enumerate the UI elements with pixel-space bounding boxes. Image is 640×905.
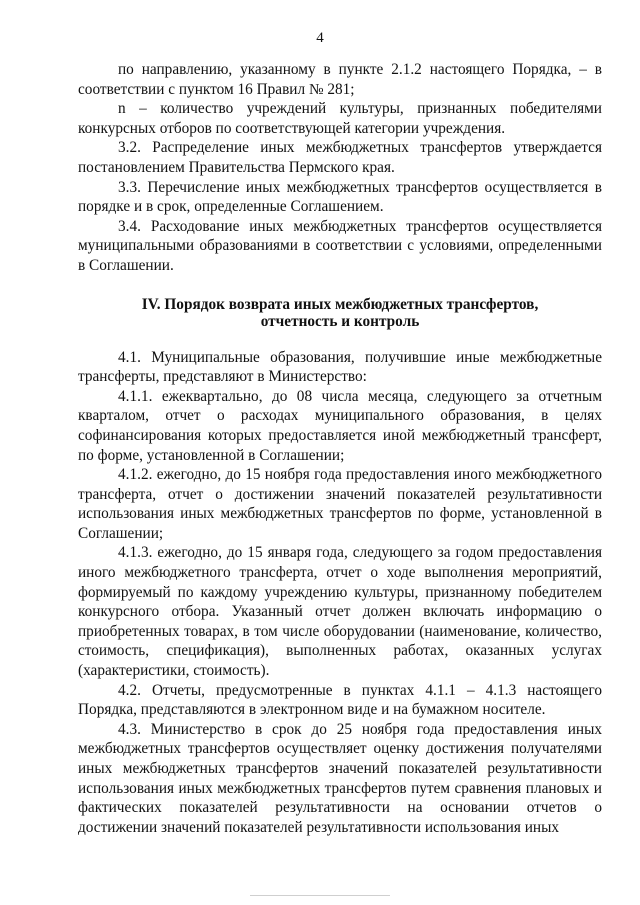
paragraph-4-1: 4.1. Муниципальные образования, получившие иные межбюджетные трансферты, представляют в Министерство: [78,348,602,386]
paragraph-4-1-1: 4.1.1. ежеквартально, до 08 числа месяца, следующего за отчетным кварталом, отчет о расходах муниципального образования, в целях софинансирования которых предоставляется иной межбюджетный трансферт, по форме, установленной в Соглашении; [78,387,602,464]
page-number: 4 [316,30,324,46]
section-heading-line-1: IV. Порядок возврата иных межбюджетных трансфертов, [141,295,539,313]
paragraph-4-2: 4.2. Отчеты, предусмотренные в пунктах 4.1.1 – 4.1.3 настоящего Порядка, представляются в электронном виде и на бумажном носителе. [78,681,602,719]
paragraph-4-1-2: 4.1.2. ежегодно, до 15 ноября года предоставления иного межбюджетного трансферта, отчет о достижении значений показателей результативности использования иных межбюджетных трансфертов по форме, установленной в Соглашении; [78,466,602,542]
paragraph-3-3: 3.3. Перечисление иных межбюджетных трансфертов осуществляется в порядке и в срок, определенные Соглашением. [78,178,602,216]
paragraph-3-4: 3.4. Расходование иных межбюджетных трансфертов осуществляется муниципальными образованиями в соответствии с условиями, определенными в Соглашении. [78,217,602,274]
paragraph-n-definition: n – количество учреждений культуры, признанных победителями конкурсных отборов по соответствующей категории учреждения. [78,100,602,137]
paragraph-4-1-3: 4.1.3. ежегодно, до 15 января года, следующего за годом предоставления иного межбюджетного трансферта, отчет о ходе выполнения мероприятий, формируемый по каждому учреждению культуры, признанному победителем конкурсного отбора. Указанный отчет должен включать информацию о приобретенных товарах, в том числе оборудовании (наименование, количество, стоимость, спецификация), выполненных работах, оказанных услугах (характеристики, стоимость). [78,544,602,680]
section-heading-line-2: отчетность и контроль [260,312,420,330]
document-body [78,60,602,837]
section-heading [78,296,602,330]
paragraph-4-3: 4.3. Министерство в срок до 25 ноября года предоставления иных межбюджетных трансфертов осуществляет оценку достижения получателями иных межбюджетных трансфертов значений показателей результативности использования иных межбюджетных трансфертов путем сравнения плановых и фактических показателей результативности на основании отчетов о достижении значений показателей результативности использования иных [78,720,602,836]
paragraph-continuation: по направлению, указанному в пункте 2.1.2 настоящего Порядка, – в соответствии с пунктом 16 Правил № 281; [78,61,602,98]
paragraph-3-2: 3.2. Распределение иных межбюджетных трансфертов утверждается постановлением Правительства Пермского края. [78,139,602,176]
scan-edge-line [250,895,390,896]
